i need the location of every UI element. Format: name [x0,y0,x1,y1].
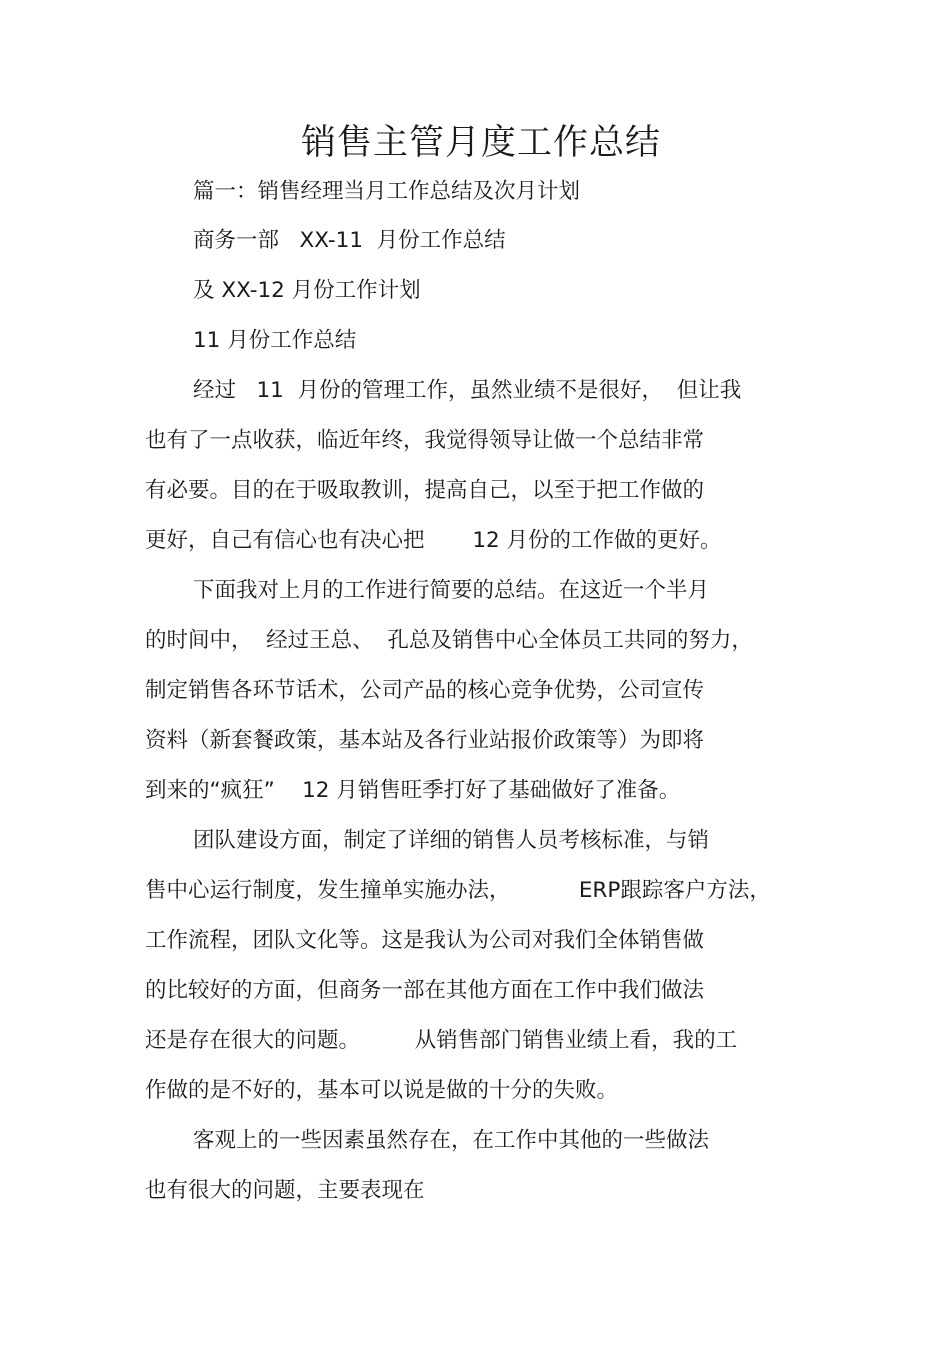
text-line: 售中心运行制度，发生撞单实施办法， ERP跟踪客户方法， [145,878,771,903]
text-line: 经过 11 月份的管理工作，虽然业绩不是很好， 但让我 [193,378,742,403]
text-line: 篇一：销售经理当月工作总结及次月计划 [193,179,581,204]
text-line: 到来的“疯狂” 12 月销售旺季打好了基础做好了准备。 [145,778,681,803]
text-line: 也有很大的问题，主要表现在 [145,1178,425,1203]
text-line: 11 月份工作总结 [193,328,357,353]
text-line: 还是存在很大的问题。 从销售部门销售业绩上看，我的工 [145,1028,738,1053]
text-line: 也有了一点收获，临近年终，我觉得领导让做一个总结非常 [145,428,705,453]
text-line: 商务一部 XX-11 月份工作总结 [193,228,506,253]
text-line: 的时间中， 经过王总、 孔总及销售中心全体员工共同的努力， [145,628,753,653]
text-line: 工作流程，团队文化等。这是我认为公司对我们全体销售做 [145,928,705,953]
text-line: 客观上的一些因素虽然存在，在工作中其他的一些做法 [193,1128,710,1153]
text-line: 下面我对上月的工作进行简要的总结。在这近一个半月 [193,578,710,603]
text-line: 更好，自己有信心也有决心把 12 月份的工作做的更好。 [145,528,722,553]
document-title: 销售主管月度工作总结 [300,123,661,163]
text-line: 团队建设方面，制定了详细的销售人员考核标准，与销 [193,828,710,853]
text-line: 资料（新套餐政策，基本站及各行业站报价政策等）为即将 [145,728,705,753]
text-line: 作做的是不好的，基本可以说是做的十分的失败。 [145,1078,619,1103]
text-line: 的比较好的方面，但商务一部在其他方面在工作中我们做法 [145,978,705,1003]
text-line: 及 XX-12 月份工作计划 [193,278,421,303]
text-line: 制定销售各环节话术，公司产品的核心竞争优势，公司宣传 [145,678,705,703]
text-line: 有必要。目的在于吸取教训，提高自己，以至于把工作做的 [145,478,705,503]
